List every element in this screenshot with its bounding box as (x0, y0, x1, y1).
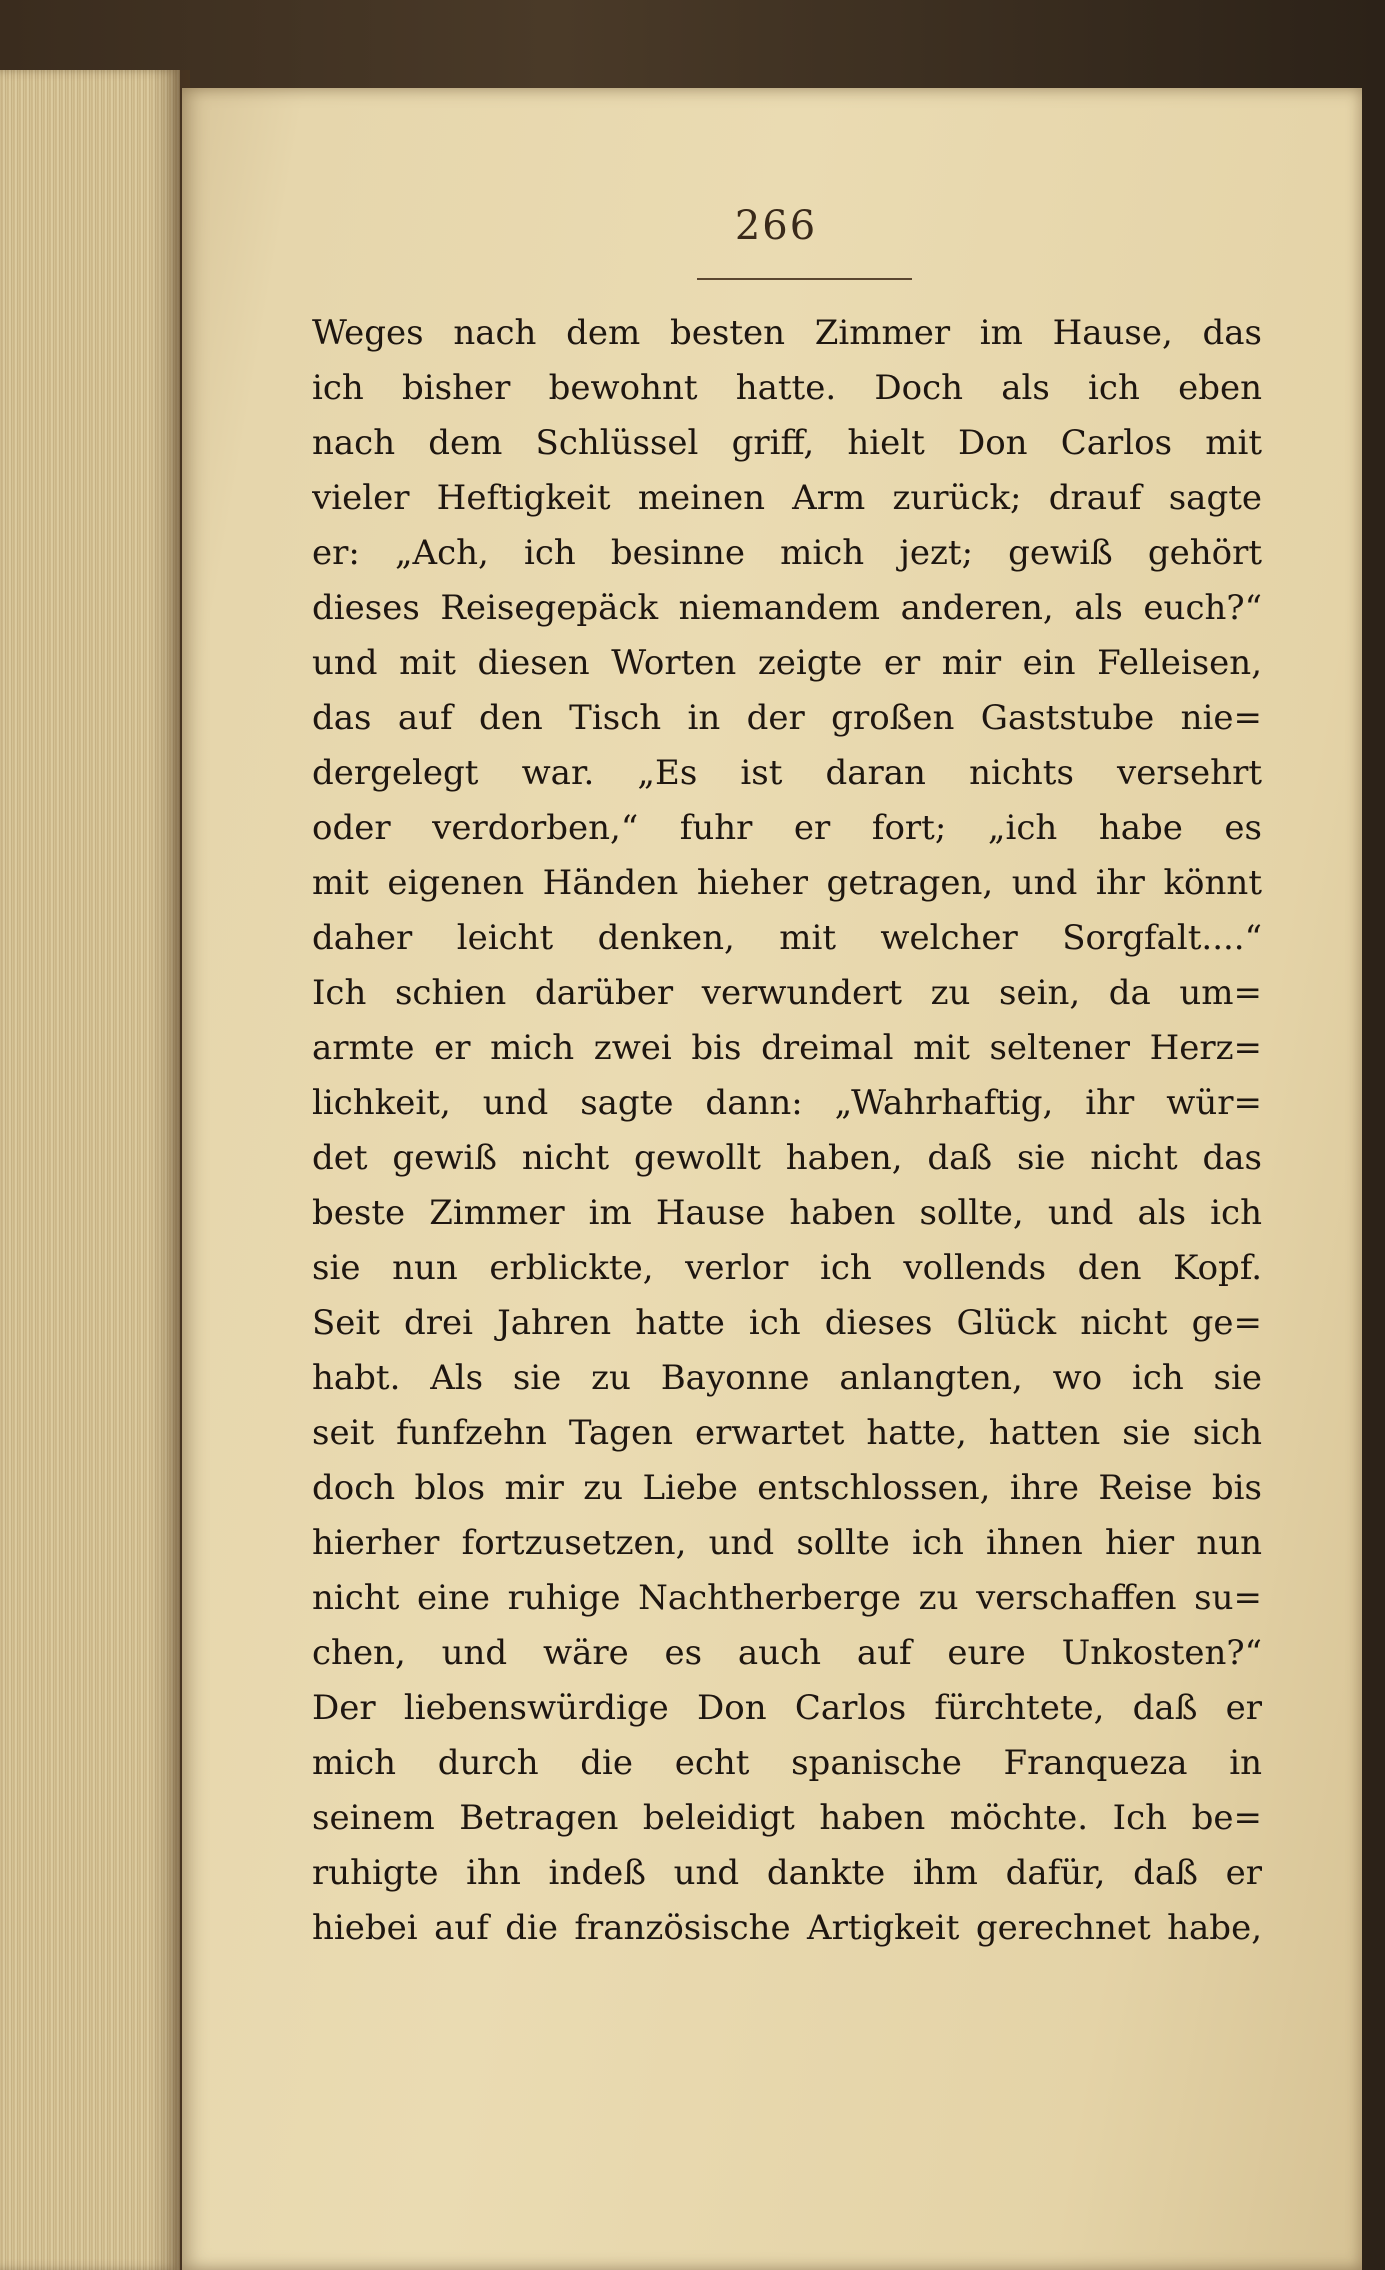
text-line: seit funfzehn Tagen erwartet hatte, hatten sie sich (312, 1413, 1262, 1453)
text-line: chen, und wäre es auch auf eure Unkosten?“ (312, 1633, 1262, 1673)
book-page (182, 88, 1362, 2270)
text-line: habt. Als sie zu Bayonne anlangten, wo ich sie (312, 1358, 1262, 1398)
page-number: 266 (734, 203, 818, 249)
text-line: seinem Betragen beleidigt haben möchte. Ich be= (312, 1798, 1262, 1838)
text-line: sie nun erblickte, verlor ich vollends den Kopf. (312, 1248, 1262, 1288)
text-line: mich durch die echt spanische Franqueza in (312, 1743, 1262, 1783)
text-line: ich bisher bewohnt hatte. Doch als ich eben (312, 368, 1262, 408)
text-line: hierher fortzusetzen, und sollte ich ihnen hier nun (312, 1523, 1262, 1563)
text-line: oder verdorben,“ fuhr er fort; „ich habe es (312, 808, 1262, 848)
text-line: beste Zimmer im Hause haben sollte, und als ich (312, 1193, 1262, 1233)
text-line: mit eigenen Händen hieher getragen, und ihr könnt (312, 863, 1262, 903)
body-text (312, 306, 1262, 1956)
text-line: und mit diesen Worten zeigte er mir ein Felleisen, (312, 643, 1262, 683)
text-line: dieses Reisegepäck niemandem anderen, als euch?“ (312, 588, 1262, 628)
text-line: nach dem Schlüssel griff, hielt Don Carlos mit (312, 423, 1262, 463)
text-line: lichkeit, und sagte dann: „Wahrhaftig, ihr wür= (312, 1083, 1262, 1123)
text-line: det gewiß nicht gewollt haben, daß sie nicht das (312, 1138, 1262, 1178)
text-line: Ich schien darüber verwundert zu sein, da um= (312, 973, 1262, 1013)
text-line: doch blos mir zu Liebe entschlossen, ihre Reise bis (312, 1468, 1262, 1508)
text-line: Der liebenswürdige Don Carlos fürchtete, daß er (312, 1688, 1262, 1728)
text-line: nicht eine ruhige Nachtherberge zu verschaffen su= (312, 1578, 1262, 1618)
text-line: ruhigte ihn indeß und dankte ihm dafür, daß er (312, 1853, 1262, 1893)
header-rule (697, 278, 912, 280)
text-line: vieler Heftigkeit meinen Arm zurück; drauf sagte (312, 478, 1262, 518)
text-line: hiebei auf die französische Artigkeit gerechnet habe, (312, 1908, 1262, 1948)
text-line: dergelegt war. „Es ist daran nichts versehrt (312, 753, 1262, 793)
text-line: armte er mich zwei bis dreimal mit seltener Herz= (312, 1028, 1262, 1068)
text-line: Seit drei Jahren hatte ich dieses Glück nicht ge= (312, 1303, 1262, 1343)
text-line: Weges nach dem besten Zimmer im Hause, das (312, 313, 1262, 353)
text-line: daher leicht denken, mit welcher Sorgfalt....“ (312, 918, 1262, 958)
text-line: das auf den Tisch in der großen Gaststube nie= (312, 698, 1262, 738)
text-line: er: „Ach, ich besinne mich jezt; gewiß gehört (312, 533, 1262, 573)
